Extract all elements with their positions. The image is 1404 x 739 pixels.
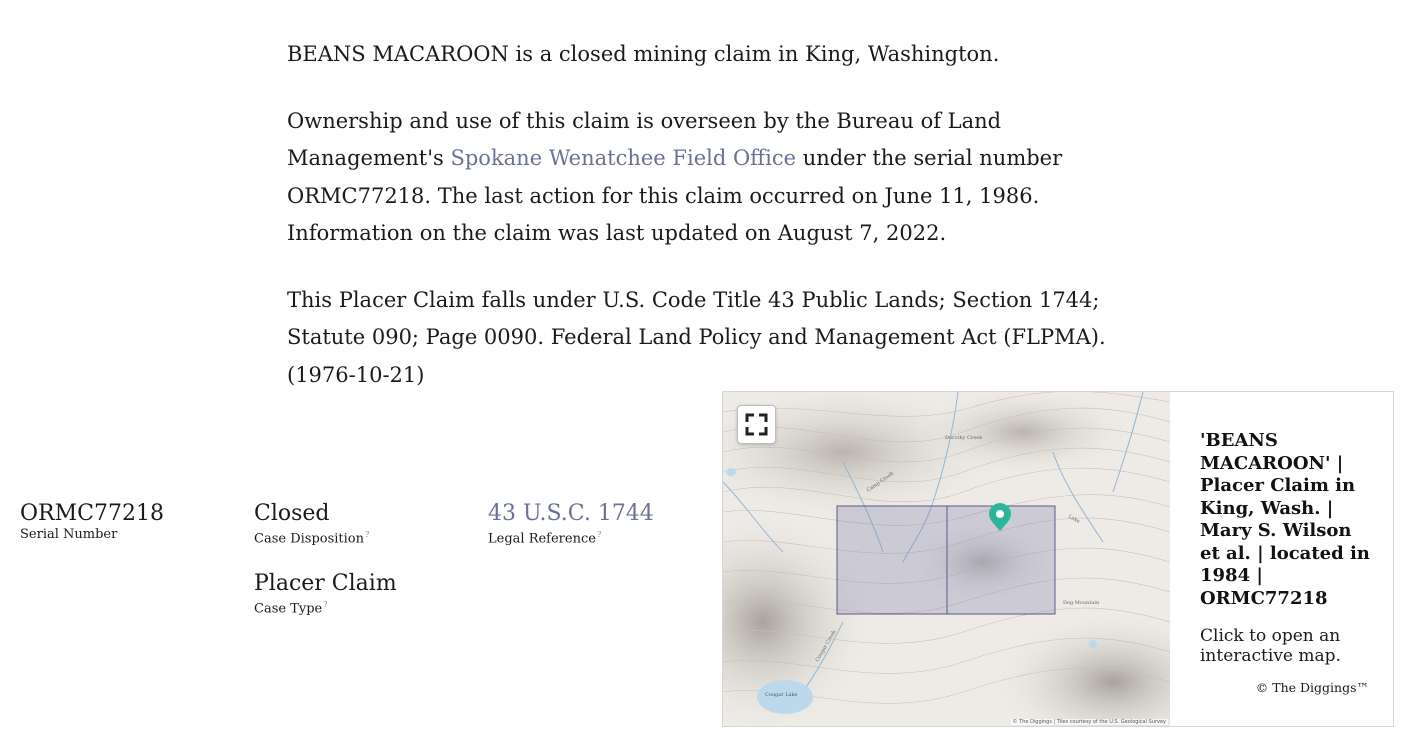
claim-description xyxy=(287,36,1147,423)
pond xyxy=(726,468,736,476)
help-icon[interactable]: ? xyxy=(365,530,370,539)
legal-paragraph: This Placer Claim falls under U.S. Code Title 43 Public Lands; Section 1744; Statute 090; Page 0090. Federal Land Policy and Management Act (FLPMA). (1976-10-21) xyxy=(287,287,1106,387)
case-disposition-value: Closed xyxy=(254,501,330,526)
map-label: Cougar Creek xyxy=(814,629,838,663)
pond xyxy=(1089,640,1097,648)
fact-legal-reference xyxy=(488,500,654,546)
fact-case-disposition xyxy=(254,500,369,546)
case-type-label xyxy=(254,598,397,616)
map-card-cta[interactable]: Click to open an interactive map. xyxy=(1200,626,1341,666)
intro-paragraph: BEANS MACAROON is a closed mining claim in King, Washington. xyxy=(287,42,1000,66)
legal-reference-label xyxy=(488,528,654,546)
map-pin-dot xyxy=(996,510,1004,518)
map-card[interactable] xyxy=(722,391,1394,727)
claim-boundary[interactable] xyxy=(837,506,1055,614)
case-type-label-text: Case Type xyxy=(254,601,323,617)
serial-number-label: Serial Number xyxy=(20,527,118,542)
expand-icon xyxy=(738,406,775,443)
help-icon[interactable]: ? xyxy=(596,530,602,539)
map-label: Lake xyxy=(1067,513,1081,525)
map-label: Dog Mountain xyxy=(1063,600,1100,606)
legal-reference-link[interactable]: 43 U.S.C. 1744 xyxy=(488,501,654,526)
ownership-text-start: Ownership and use of this claim is overseen by the Bureau of Land Management's xyxy=(287,108,1002,170)
map-label: Dorothy Creek xyxy=(945,435,983,441)
topo-map[interactable] xyxy=(723,392,1170,726)
case-disposition-label-text: Case Disposition xyxy=(254,531,365,547)
case-disposition-label xyxy=(254,528,369,546)
legal-reference-label-text: Legal Reference xyxy=(488,531,596,547)
map-card-credit: © The Diggings™ xyxy=(1255,680,1369,695)
field-office-link[interactable]: Spokane Wenatchee Field Office xyxy=(450,146,797,170)
help-icon[interactable]: ? xyxy=(323,600,328,609)
map-card-caption xyxy=(1200,430,1375,695)
map-label: Cougar Lake xyxy=(765,692,798,698)
claim-parcel-west[interactable] xyxy=(837,506,947,614)
map-attribution: © The Diggings | Tiles courtesy of the U.S. Geological Survey xyxy=(1012,719,1166,725)
map-label: Camp Creek xyxy=(865,470,895,494)
fact-case-type xyxy=(254,570,397,616)
topo-map-image xyxy=(723,392,1170,726)
fact-serial-number xyxy=(20,500,164,542)
ownership-paragraph xyxy=(287,103,1147,253)
map-card-title: 'BEANS MACAROON' | Placer Claim in King, Wash. | Mary S. Wilson et al. | located in 1984 | ORMC77218 xyxy=(1200,430,1370,609)
fullscreen-button[interactable] xyxy=(737,405,776,444)
ownership-text-end: under the serial number ORMC77218. The last action for this claim occurred on June 11, 1986. Information on the claim was last updated on August 7, 2022. xyxy=(287,146,1063,245)
serial-number-value: ORMC77218 xyxy=(20,501,164,526)
case-type-value: Placer Claim xyxy=(254,571,397,596)
